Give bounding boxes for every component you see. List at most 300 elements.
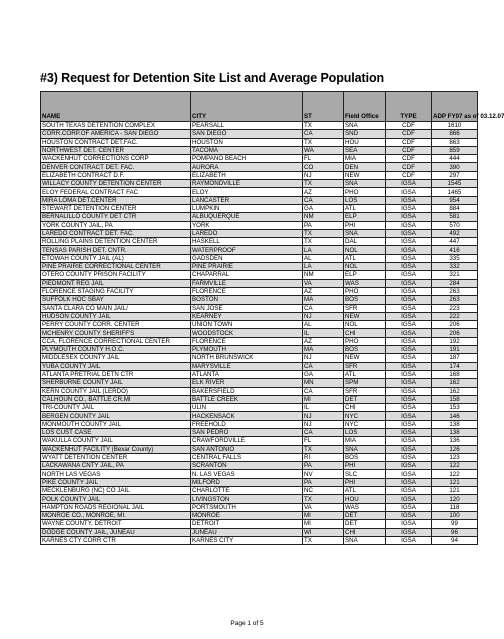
facility-name-cell: SANTA CLARA CO MAIN JAIL/ xyxy=(41,304,191,312)
state-cell: LA xyxy=(303,263,344,271)
table-row xyxy=(41,370,478,378)
adp-cell: 120 xyxy=(432,495,478,503)
city-cell: ELOY xyxy=(191,188,303,196)
type-cell: IGSA xyxy=(386,445,432,453)
adp-cell: 122 xyxy=(432,470,478,478)
state-cell: CA xyxy=(303,387,344,395)
adp-cell: 335 xyxy=(432,254,478,262)
type-cell: IGSA xyxy=(386,453,432,461)
field-office-cell: NYC xyxy=(344,420,386,428)
column-header-type: TYPE xyxy=(386,92,432,122)
field-office-cell: SNA xyxy=(344,536,386,544)
type-cell: IGSA xyxy=(386,536,432,544)
adp-cell: 390 xyxy=(432,163,478,171)
type-cell: IGSA xyxy=(386,503,432,511)
adp-cell: 123 xyxy=(432,453,478,461)
type-cell: IGSA xyxy=(386,470,432,478)
facility-name-cell: MIDDLESEX COUNTY JAIL xyxy=(41,354,191,362)
adp-cell: 122 xyxy=(432,462,478,470)
facility-name-cell: WACKENHUT FACILITY (Bexar County) xyxy=(41,445,191,453)
facility-name-cell: WAYNE COUNTY, DETROIT xyxy=(41,520,191,528)
adp-cell: 162 xyxy=(432,379,478,387)
field-office-cell: SEA xyxy=(344,146,386,154)
table-row xyxy=(41,171,478,179)
facility-name-cell: YUBA COUNTY JAIL xyxy=(41,362,191,370)
facility-name-cell: ELOY FEDERAL CONTRACT FAC xyxy=(41,188,191,196)
field-office-cell: SNA xyxy=(344,445,386,453)
state-cell: TX xyxy=(303,138,344,146)
adp-cell: 121 xyxy=(432,487,478,495)
state-cell: CA xyxy=(303,196,344,204)
state-cell: NJ xyxy=(303,354,344,362)
city-cell: ELIZABETH xyxy=(191,171,303,179)
table-row xyxy=(41,188,478,196)
city-cell: JUNEAU xyxy=(191,528,303,536)
field-office-cell: SNA xyxy=(344,122,386,130)
table-row xyxy=(41,404,478,412)
field-office-cell: DET xyxy=(344,511,386,519)
field-office-cell: SFR xyxy=(344,304,386,312)
type-cell: IGSA xyxy=(386,495,432,503)
field-office-cell: ATL xyxy=(344,370,386,378)
facility-name-cell: WYATT DETENTION CENTER xyxy=(41,453,191,461)
facility-name-cell: SHERBURNE COUNTY JAIL xyxy=(41,379,191,387)
city-cell: FLORENCE xyxy=(191,337,303,345)
field-office-cell: NEW xyxy=(344,312,386,320)
field-office-cell: DET xyxy=(344,395,386,403)
adp-cell: 206 xyxy=(432,329,478,337)
field-office-cell: LOS xyxy=(344,196,386,204)
table-row xyxy=(41,412,478,420)
table-row xyxy=(41,420,478,428)
adp-cell: 206 xyxy=(432,321,478,329)
adp-cell: 162 xyxy=(432,387,478,395)
adp-cell: 321 xyxy=(432,271,478,279)
adp-cell: 174 xyxy=(432,362,478,370)
facility-name-cell: TRI-COUNTY JAIL xyxy=(41,404,191,412)
state-cell: FL xyxy=(303,437,344,445)
type-cell: IGSA xyxy=(386,304,432,312)
column-header-name: NAME xyxy=(41,92,191,122)
type-cell: IGSA xyxy=(386,221,432,229)
adp-cell: 444 xyxy=(432,155,478,163)
adp-cell: 859 xyxy=(432,146,478,154)
facility-name-cell: OTERO COUNTY PRISON FACILITY xyxy=(41,271,191,279)
column-header-field-office: Field Office xyxy=(344,92,386,122)
adp-cell: 570 xyxy=(432,221,478,229)
state-cell: MA xyxy=(303,346,344,354)
facility-name-cell: PIEDMONT REG JAIL xyxy=(41,279,191,287)
state-cell: AZ xyxy=(303,287,344,295)
type-cell: IGSA xyxy=(386,213,432,221)
table-row xyxy=(41,130,478,138)
field-office-cell: ATL xyxy=(344,254,386,262)
facility-name-cell: MCHENRY COUNTY SHERIFF'S xyxy=(41,329,191,337)
city-cell: SAN JOSE xyxy=(191,304,303,312)
state-cell: LA xyxy=(303,246,344,254)
facility-name-cell: ROLLING PLAINS DETENTION CENTER xyxy=(41,238,191,246)
state-cell: NC xyxy=(303,487,344,495)
field-office-cell: SPM xyxy=(344,379,386,387)
field-office-cell: CHI xyxy=(344,404,386,412)
facility-name-cell: HOUSTON CONTRACT DET.FAC. xyxy=(41,138,191,146)
adp-cell: 297 xyxy=(432,171,478,179)
table-row xyxy=(41,229,478,237)
table-row xyxy=(41,528,478,536)
table-row xyxy=(41,453,478,461)
field-office-cell: DET xyxy=(344,520,386,528)
city-cell: MONROE xyxy=(191,511,303,519)
column-header-city: CITY xyxy=(191,92,303,122)
facility-name-cell: YORK COUNTY JAIL, PA xyxy=(41,221,191,229)
adp-cell: 1610 xyxy=(432,122,478,130)
state-cell: TX xyxy=(303,229,344,237)
adp-cell: 332 xyxy=(432,263,478,271)
field-office-cell: SNA xyxy=(344,180,386,188)
field-office-cell: SFR xyxy=(344,387,386,395)
type-cell: IGSA xyxy=(386,395,432,403)
state-cell: TX xyxy=(303,495,344,503)
field-office-cell: SNA xyxy=(344,229,386,237)
type-cell: IGSA xyxy=(386,287,432,295)
table-row xyxy=(41,246,478,254)
adp-cell: 492 xyxy=(432,229,478,237)
state-cell: NJ xyxy=(303,171,344,179)
city-cell: ULIN xyxy=(191,404,303,412)
city-cell: GADSDEN xyxy=(191,254,303,262)
city-cell: TACOMA xyxy=(191,146,303,154)
table-row xyxy=(41,296,478,304)
facility-name-cell: PIKE COUNTY JAIL xyxy=(41,478,191,486)
state-cell: CA xyxy=(303,304,344,312)
type-cell: IGSA xyxy=(386,254,432,262)
type-cell: IGSA xyxy=(386,238,432,246)
city-cell: LAREDO xyxy=(191,229,303,237)
type-cell: IGSA xyxy=(386,387,432,395)
adp-cell: 222 xyxy=(432,312,478,320)
field-office-cell: CHI xyxy=(344,528,386,536)
facility-name-cell: FLORENCE STAGING FACILITY xyxy=(41,287,191,295)
facility-name-cell: HUDSON COUNTY JAIL xyxy=(41,312,191,320)
facility-name-cell: MIRA LOMA DET.CENTER xyxy=(41,196,191,204)
field-office-cell: PHO xyxy=(344,337,386,345)
state-cell: TX xyxy=(303,180,344,188)
type-cell: IGSA xyxy=(386,404,432,412)
city-cell: BATTLE CREEK xyxy=(191,395,303,403)
city-cell: HASKELL xyxy=(191,238,303,246)
city-cell: FLORENCE xyxy=(191,287,303,295)
table-row xyxy=(41,254,478,262)
city-cell: FREEHOLD xyxy=(191,420,303,428)
field-office-cell: BOS xyxy=(344,453,386,461)
table-row xyxy=(41,337,478,345)
facility-name-cell: POLK COUNTY JAIL xyxy=(41,495,191,503)
table-row xyxy=(41,321,478,329)
table-row xyxy=(41,155,478,163)
facility-name-cell: NORTH LAS VEGAS xyxy=(41,470,191,478)
adp-cell: 954 xyxy=(432,196,478,204)
table-row xyxy=(41,238,478,246)
city-cell: SAN PEDRO xyxy=(191,428,303,436)
adp-cell: 126 xyxy=(432,445,478,453)
adp-cell: 153 xyxy=(432,404,478,412)
city-cell: ATLANTA xyxy=(191,370,303,378)
type-cell: IGSA xyxy=(386,362,432,370)
type-cell: IGSA xyxy=(386,246,432,254)
adp-cell: 1545 xyxy=(432,180,478,188)
field-office-cell: MIA xyxy=(344,155,386,163)
adp-cell: 447 xyxy=(432,238,478,246)
type-cell: IGSA xyxy=(386,520,432,528)
field-office-cell: NOL xyxy=(344,263,386,271)
table-row xyxy=(41,263,478,271)
city-cell: WOODSTOCK xyxy=(191,329,303,337)
facility-name-cell: PLYMOUTH COUNTY H.O.C. xyxy=(41,346,191,354)
type-cell: IGSA xyxy=(386,312,432,320)
adp-cell: 168 xyxy=(432,370,478,378)
table-row xyxy=(41,138,478,146)
field-office-cell: LOS xyxy=(344,428,386,436)
adp-cell: 146 xyxy=(432,412,478,420)
table-row xyxy=(41,180,478,188)
table-row xyxy=(41,196,478,204)
table-row xyxy=(41,437,478,445)
state-cell: VA xyxy=(303,503,344,511)
table-row xyxy=(41,511,478,519)
city-cell: MILFORD xyxy=(191,478,303,486)
facility-name-cell: DENVER CONTRACT DET. FAC. xyxy=(41,163,191,171)
table-row xyxy=(41,478,478,486)
type-cell: IGSA xyxy=(386,188,432,196)
table-row xyxy=(41,279,478,287)
facility-name-cell: CALHOUN CO., BATTLE CR,MI xyxy=(41,395,191,403)
type-cell: IGSA xyxy=(386,437,432,445)
field-office-cell: BOS xyxy=(344,346,386,354)
field-office-cell: DAL xyxy=(344,238,386,246)
field-office-cell: NEW xyxy=(344,354,386,362)
adp-cell: 121 xyxy=(432,478,478,486)
field-office-cell: SLC xyxy=(344,470,386,478)
city-cell: HACKENSACK xyxy=(191,412,303,420)
type-cell: IGSA xyxy=(386,462,432,470)
state-cell: TX xyxy=(303,238,344,246)
city-cell: PORTSMOUTH xyxy=(191,503,303,511)
city-cell: CENTRAL FALLS xyxy=(191,453,303,461)
table-row xyxy=(41,287,478,295)
type-cell: IGSA xyxy=(386,296,432,304)
field-office-cell: PHI xyxy=(344,462,386,470)
table-row xyxy=(41,395,478,403)
adp-cell: 99 xyxy=(432,520,478,528)
state-cell: PA xyxy=(303,221,344,229)
field-office-cell: ELP xyxy=(344,213,386,221)
facility-name-cell: LOS CUST CASE xyxy=(41,428,191,436)
field-office-cell: PHI xyxy=(344,478,386,486)
type-cell: CDF xyxy=(386,138,432,146)
field-office-cell: CHI xyxy=(344,329,386,337)
table-row xyxy=(41,362,478,370)
state-cell: MI xyxy=(303,511,344,519)
table-row xyxy=(41,495,478,503)
type-cell: IGSA xyxy=(386,337,432,345)
state-cell: TX xyxy=(303,536,344,544)
facility-name-cell: MONMOUTH COUNTY JAIL xyxy=(41,420,191,428)
type-cell: IGSA xyxy=(386,511,432,519)
facility-name-cell: BERNALILLO COUNTY DET CTR xyxy=(41,213,191,221)
type-cell: CDF xyxy=(386,155,432,163)
city-cell: UNION TOWN xyxy=(191,321,303,329)
state-cell: NJ xyxy=(303,412,344,420)
field-office-cell: PHI xyxy=(344,221,386,229)
page-title: #3) Request for Detention Site List and Average Population xyxy=(40,71,385,85)
type-cell: IGSA xyxy=(386,354,432,362)
field-office-cell: SFR xyxy=(344,362,386,370)
field-office-cell: HOU xyxy=(344,495,386,503)
type-cell: IGSA xyxy=(386,263,432,271)
adp-cell: 158 xyxy=(432,395,478,403)
field-office-cell: NOL xyxy=(344,321,386,329)
facility-name-cell: ATLANTA PRETRIAL DETN CTR xyxy=(41,370,191,378)
facility-name-cell: HAMPTON ROADS REGIONAL JAIL xyxy=(41,503,191,511)
field-office-cell: ATL xyxy=(344,487,386,495)
type-cell: IGSA xyxy=(386,412,432,420)
city-cell: LIVINGSTON xyxy=(191,495,303,503)
page-number: Page 1 of 5 xyxy=(230,620,264,627)
table-row xyxy=(41,379,478,387)
table-row xyxy=(41,487,478,495)
facility-name-cell: LACKAWANA CNTY JAIL, PA xyxy=(41,462,191,470)
state-cell: MI xyxy=(303,520,344,528)
state-cell: AZ xyxy=(303,188,344,196)
adp-cell: 192 xyxy=(432,337,478,345)
adp-cell: 187 xyxy=(432,354,478,362)
state-cell: MN xyxy=(303,379,344,387)
city-cell: SCRANTON xyxy=(191,462,303,470)
state-cell: MI xyxy=(303,395,344,403)
table-row xyxy=(41,503,478,511)
facility-name-cell: MONROE CO., MONROE, MI. xyxy=(41,511,191,519)
field-office-cell: PHO xyxy=(344,188,386,196)
city-cell: PINE PRAIRIE xyxy=(191,263,303,271)
city-cell: KARNES CITY xyxy=(191,536,303,544)
type-cell: IGSA xyxy=(386,346,432,354)
adp-cell: 138 xyxy=(432,428,478,436)
state-cell: NV xyxy=(303,470,344,478)
facility-name-cell: SUFFOLK HOC SBAY xyxy=(41,296,191,304)
city-cell: DETROIT xyxy=(191,520,303,528)
type-cell: CDF xyxy=(386,146,432,154)
facility-name-cell: BERGEN COUNTY JAIL xyxy=(41,412,191,420)
table-row xyxy=(41,271,478,279)
city-cell: HOUSTON xyxy=(191,138,303,146)
facility-name-cell: STEWART DETENTION CENTER xyxy=(41,204,191,212)
adp-cell: 118 xyxy=(432,503,478,511)
adp-cell: 191 xyxy=(432,346,478,354)
field-office-cell: NYC xyxy=(344,412,386,420)
type-cell: IGSA xyxy=(386,279,432,287)
field-office-cell: NEW xyxy=(344,171,386,179)
facility-name-cell: CORR.CORP.OF AMERICA - SAN DIEGO xyxy=(41,130,191,138)
city-cell: SAN DIEGO xyxy=(191,130,303,138)
facility-name-cell: PERRY COUNTY CORR. CENTER xyxy=(41,321,191,329)
facility-name-cell: TENSAS PARISH DET. CNTR. xyxy=(41,246,191,254)
adp-cell: 263 xyxy=(432,296,478,304)
field-office-cell: SND xyxy=(344,130,386,138)
state-cell: PA xyxy=(303,462,344,470)
field-office-cell: DEN xyxy=(344,163,386,171)
table-row xyxy=(41,462,478,470)
state-cell: NM xyxy=(303,213,344,221)
state-cell: IL xyxy=(303,404,344,412)
city-cell: N. LAS VEGAS xyxy=(191,470,303,478)
adp-cell: 284 xyxy=(432,279,478,287)
state-cell: TX xyxy=(303,122,344,130)
facility-name-cell: KARNES CTY CORR CTR xyxy=(41,536,191,544)
field-office-cell: ATL xyxy=(344,204,386,212)
table-row xyxy=(41,470,478,478)
state-cell: GA xyxy=(303,204,344,212)
table-row xyxy=(41,304,478,312)
field-office-cell: PHO xyxy=(344,287,386,295)
state-cell: PA xyxy=(303,478,344,486)
city-cell: YORK xyxy=(191,221,303,229)
facility-name-cell: WAKULLA COUNTY JAIL xyxy=(41,437,191,445)
state-cell: CA xyxy=(303,362,344,370)
state-cell: VA xyxy=(303,279,344,287)
table-row xyxy=(41,329,478,337)
city-cell: BAKERSFIELD xyxy=(191,387,303,395)
adp-cell: 884 xyxy=(432,204,478,212)
state-cell: AL xyxy=(303,254,344,262)
field-office-cell: MIA xyxy=(344,437,386,445)
facility-name-cell: MECKLENBURG (NC) CO JAIL xyxy=(41,487,191,495)
facility-name-cell: CCA, FLORENCE CORRECTIONAL CENTER xyxy=(41,337,191,345)
facility-name-cell: KERN COUNTY JAIL (LERDO) xyxy=(41,387,191,395)
city-cell: CRAWFORDVILLE xyxy=(191,437,303,445)
table-header-row xyxy=(41,92,478,122)
adp-cell: 866 xyxy=(432,130,478,138)
city-cell: LANCASTER xyxy=(191,196,303,204)
facility-name-cell: WACKENHUT CORRECTIONS CORP xyxy=(41,155,191,163)
city-cell: WATERPROOF xyxy=(191,246,303,254)
city-cell: PLYMOUTH xyxy=(191,346,303,354)
table-row xyxy=(41,445,478,453)
type-cell: IGSA xyxy=(386,271,432,279)
detention-site-table xyxy=(40,91,504,545)
city-cell: PEARSALL xyxy=(191,122,303,130)
facility-name-cell: ETOWAH COUNTY JAIL (AL) xyxy=(41,254,191,262)
type-cell: IGSA xyxy=(386,329,432,337)
table-row xyxy=(41,312,478,320)
field-office-cell: HOU xyxy=(344,138,386,146)
city-cell: CHARLOTTE xyxy=(191,487,303,495)
type-cell: IGSA xyxy=(386,229,432,237)
facility-name-cell: ELIZABETH CONTRACT D.F. xyxy=(41,171,191,179)
state-cell: TX xyxy=(303,445,344,453)
table-row xyxy=(41,122,478,130)
city-cell: ALBUQUERQUE xyxy=(191,213,303,221)
type-cell: IGSA xyxy=(386,487,432,495)
state-cell: CA xyxy=(303,428,344,436)
table-row xyxy=(41,213,478,221)
facility-name-cell: PINE PRAIRIE CORRECTIONAL CENTER xyxy=(41,263,191,271)
state-cell: FL xyxy=(303,155,344,163)
table-row xyxy=(41,163,478,171)
state-cell: NJ xyxy=(303,312,344,320)
city-cell: POMPANO BEACH xyxy=(191,155,303,163)
city-cell: MARYSVILLE xyxy=(191,362,303,370)
facility-name-cell: LAREDO CONTRACT DET. FAC. xyxy=(41,229,191,237)
